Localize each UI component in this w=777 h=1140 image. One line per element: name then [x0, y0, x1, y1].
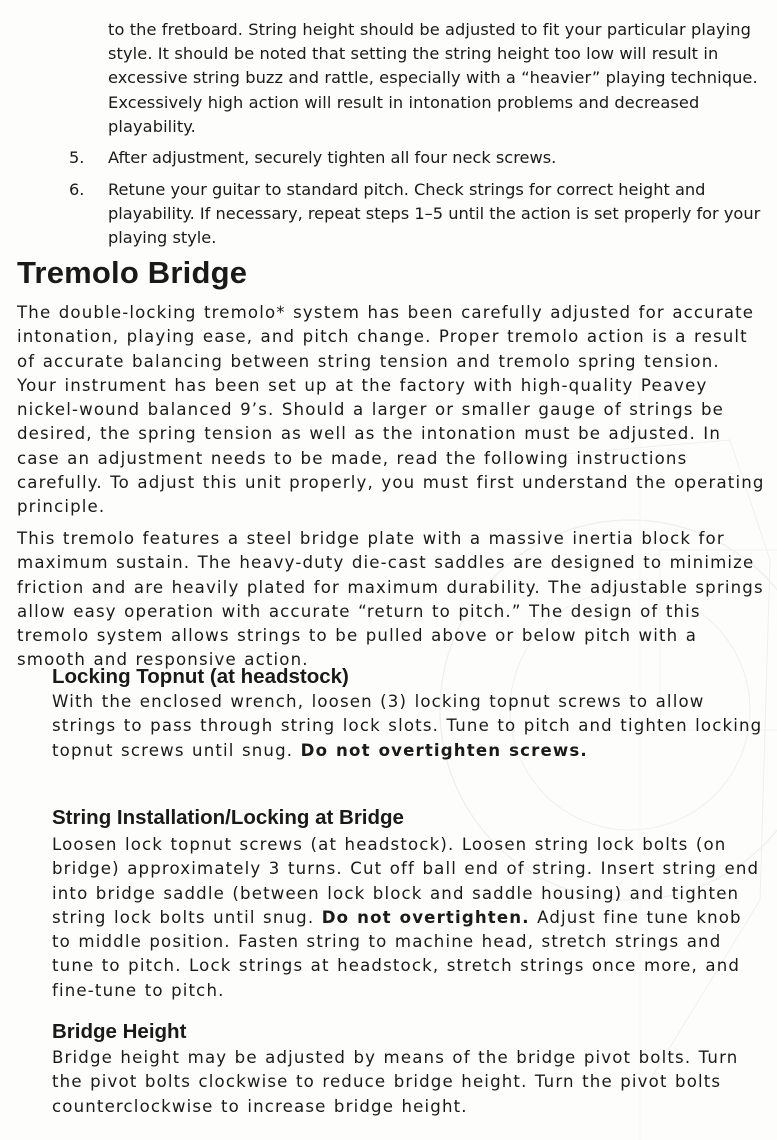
- step-text: After adjustment, securely tighten all four neck screws.: [108, 148, 557, 167]
- string-installation-text: Loosen lock topnut screws (at headstock). Loosen string lock bolts (on bridge) approximately 3 turns. Cut off ball end of string. Insert string end into bridge saddle (between lock block and saddle housing) and tighten string lock bolts until snug.: [52, 835, 760, 927]
- string-installation-text-after: Adjust fine tune knob to middle position. Fasten string to machine head, stretch strings and tune to pitch. Lock strings at headstock, stretch strings once more, and fine-tune to pitch.: [52, 907, 742, 1000]
- continued-paragraph: to the fretboard. String height should be adjusted to fit your particular playing style. It should be noted that setting the string height too low will result in excessive string buzz and rattle, especially with a “heavier” playing technique. Excessively high action will result in intonation problems and decreased playability.: [108, 20, 758, 136]
- topnut-paragraph: [52, 690, 764, 763]
- step-number: 5.: [69, 148, 85, 167]
- section-title: Tremolo Bridge: [17, 255, 248, 290]
- step-text: Retune your guitar to standard pitch. Check strings for correct height and playability. If necessary, repeat steps 1–5 until the action is set properly for your playing style.: [108, 180, 761, 248]
- subsection-title-bridge-height: Bridge Height: [52, 1020, 187, 1043]
- topnut-warning: Do not overtighten screws.: [300, 740, 588, 760]
- intro-paragraph: The double-locking tremolo* system has been carefully adjusted for accurate intonation, playing ease, and pitch change. Proper tremolo action is a result of accurate balancing between string tension and tremolo spring tension. Your instrument has been set up at the factory with high-quality Peavey nickel-wound balanced 9’s. Should a larger or smaller gauge of strings be desired, the spring tension as well as the intonation must be adjusted. In case an adjustment needs to be made, read the following instructions carefully. To adjust this unit properly, you must first understand the operating principle.: [17, 303, 765, 517]
- subsection-title-topnut: Locking Topnut (at headstock): [52, 665, 349, 688]
- design-paragraph: This tremolo features a steel bridge plate with a massive inertia block for maximum sustain. The heavy-duty die-cast saddles are designed to minimize friction and are heavily plated for maximum durability. The adjustable springs allow easy operation with accurate “return to pitch.” The design of this tremolo system allows strings to be pulled above or below pitch with a smooth and responsive action.: [17, 529, 764, 670]
- bridge-height-paragraph: Bridge height may be adjusted by means of the bridge pivot bolts. Turn the pivot bolts clockwise to reduce bridge height. Turn the pivot bolts counterclockwise to increase bridge height.: [52, 1048, 739, 1116]
- string-installation-paragraph: [52, 833, 764, 1003]
- step-number: 6.: [69, 180, 85, 199]
- topnut-text: With the enclosed wrench, loosen (3) locking topnut screws to allow strings to pass through string lock slots. Tune to pitch and tighten locking topnut screws until snug.: [52, 692, 763, 760]
- string-installation-warning: Do not overtighten.: [321, 907, 530, 927]
- subsection-title-string-installation: String Installation/Locking at Bridge: [52, 806, 404, 829]
